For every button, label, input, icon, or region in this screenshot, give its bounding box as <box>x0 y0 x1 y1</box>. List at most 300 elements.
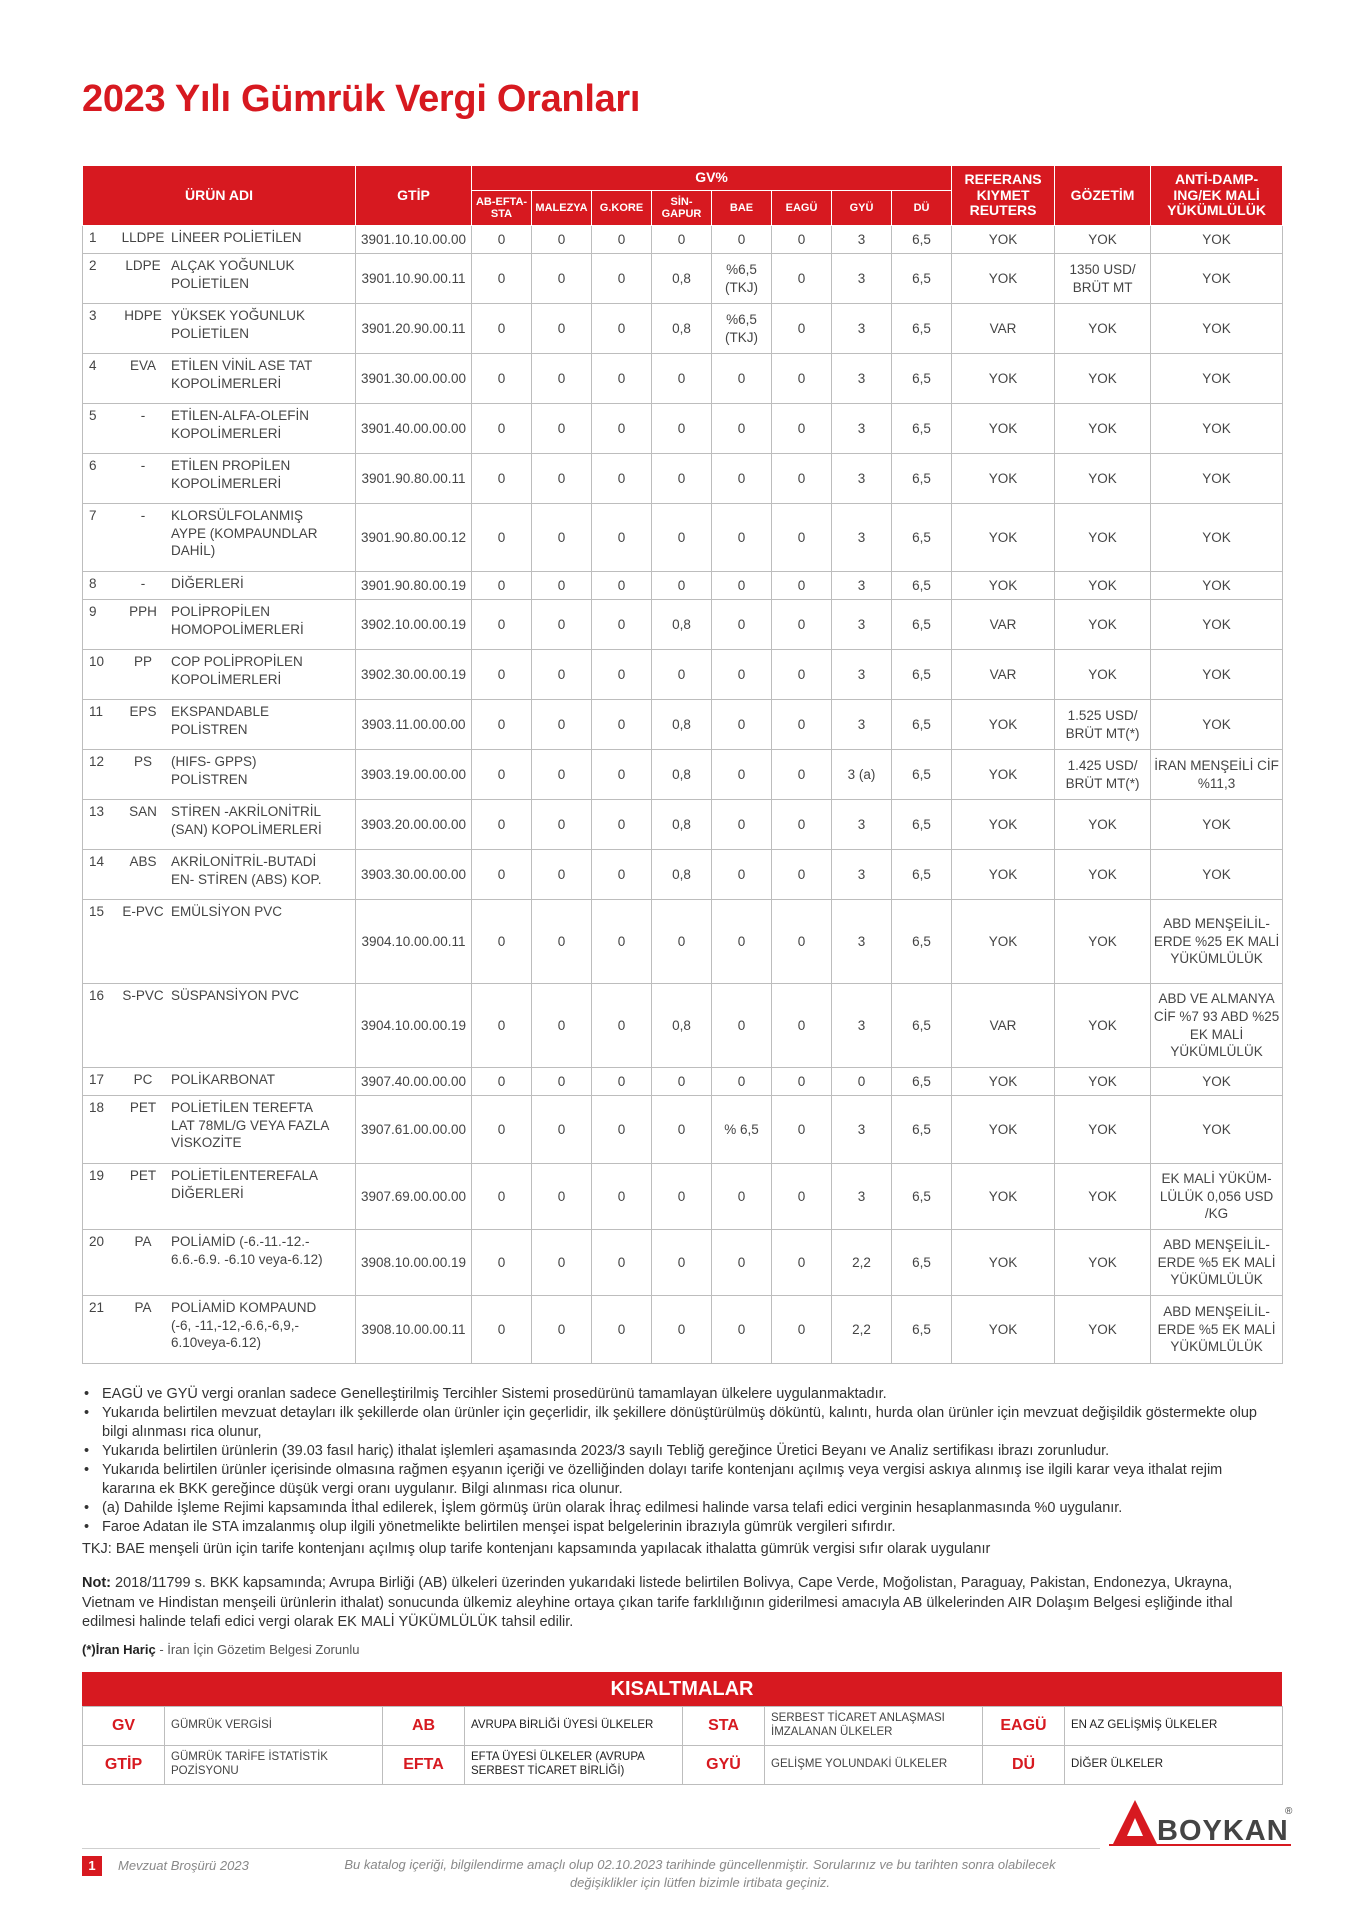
product-code: PC <box>133 1072 153 1087</box>
abbreviation-value: GÜMRÜK TARİFE İSTATİSTİK POZİSYONU <box>165 1746 383 1785</box>
table-row <box>83 700 1283 750</box>
rate-eagu-cell: 0 <box>772 1068 832 1096</box>
anti-damping-cell: YOK <box>1151 304 1283 354</box>
rate-ab-efta-sta-cell: 0 <box>472 226 532 254</box>
note-item: • Yukarıda belirtilen ürünlerin (39.03 fasıl hariç) ithalat işlemleri aşamasında 2023/3 sayılı Tebliğ gereğince Üretici Beyanı ve Analiz sertifikası ibrazı zorunludur. <box>82 1442 1277 1461</box>
product-name: DİĞERLERİ <box>171 576 244 591</box>
rate-eagu-cell: 0 <box>772 404 832 454</box>
rate-bae-cell: 0 <box>712 1230 772 1296</box>
rate-bae-cell: 0 <box>712 700 772 750</box>
anti-damping-cell: ABD MENŞEİLİL-ERDE %5 EK MALİ YÜKÜMLÜLÜK <box>1151 1296 1283 1364</box>
anti-damping-cell: YOK <box>1151 404 1283 454</box>
rate-singapur-cell: 0,8 <box>652 700 712 750</box>
referans-cell: YOK <box>952 700 1055 750</box>
row-number: 13 <box>89 804 105 819</box>
gtip-cell: 3901.10.10.00.00 <box>356 226 472 254</box>
row-number: 2 <box>89 258 97 273</box>
gtip-cell: 3903.19.00.00.00 <box>356 750 472 800</box>
rate-ab-efta-sta-cell: 0 <box>472 900 532 984</box>
anti-damping-cell: YOK <box>1151 650 1283 700</box>
abbreviation-key: GTİP <box>83 1746 165 1785</box>
product-name: AKRİLONİTRİL-BUTADİ EN- STİREN (ABS) KOP. <box>171 854 322 887</box>
rate-bae-cell: 0 <box>712 226 772 254</box>
rate-du-cell: 6,5 <box>892 600 952 650</box>
product-code: E-PVC <box>122 904 164 919</box>
product-name: POLİPROPİLEN HOMOPOLİMERLERİ <box>171 604 304 637</box>
product-name-cell <box>83 504 356 572</box>
rate-singapur-cell: 0 <box>652 404 712 454</box>
rate-gyu-cell: 3 <box>832 404 892 454</box>
rate-malezya-cell: 0 <box>532 504 592 572</box>
rate-du-cell: 6,5 <box>892 304 952 354</box>
rate-singapur-cell: 0 <box>652 504 712 572</box>
rate-du-cell: 6,5 <box>892 750 952 800</box>
referans-cell: YOK <box>952 1164 1055 1230</box>
rate-du-cell: 6,5 <box>892 1296 952 1364</box>
table-row <box>83 454 1283 504</box>
rate-ab-efta-sta-cell: 0 <box>472 254 532 304</box>
anti-damping-cell: YOK <box>1151 700 1283 750</box>
rate-malezya-cell: 0 <box>532 1296 592 1364</box>
rate-eagu-cell: 0 <box>772 354 832 404</box>
gozetim-cell: YOK <box>1055 454 1151 504</box>
col-gozetim: GÖZETİM <box>1055 166 1151 226</box>
product-name-cell <box>83 700 356 750</box>
gtip-cell: 3908.10.00.00.19 <box>356 1230 472 1296</box>
gozetim-cell: 1350 USD/ BRÜT MT <box>1055 254 1151 304</box>
product-name: EMÜLSİYON PVC <box>171 904 283 919</box>
col-singapur: SİN-GAPUR <box>652 191 712 226</box>
anti-damping-cell: YOK <box>1151 1068 1283 1096</box>
rate-singapur-cell: 0 <box>652 1230 712 1296</box>
notes-list <box>82 1385 1277 1537</box>
rate-gkore-cell: 0 <box>592 700 652 750</box>
gozetim-cell: YOK <box>1055 600 1151 650</box>
rate-gkore-cell: 0 <box>592 454 652 504</box>
referans-cell: VAR <box>952 304 1055 354</box>
brosur-label: Mevzuat Broşürü 2023 <box>118 1858 249 1873</box>
abbreviation-value: EFTA ÜYESİ ÜLKELER (AVRUPA SERBEST TİCARET BİRLİĞİ) <box>465 1746 683 1785</box>
rate-eagu-cell: 0 <box>772 750 832 800</box>
row-number: 16 <box>89 988 105 1003</box>
gtip-cell: 3903.11.00.00.00 <box>356 700 472 750</box>
referans-cell: YOK <box>952 800 1055 850</box>
rate-eagu-cell: 0 <box>772 304 832 354</box>
rate-bae-cell: 0 <box>712 1296 772 1364</box>
anti-damping-cell: YOK <box>1151 226 1283 254</box>
product-name: ALÇAK YOĞUNLUK POLİETİLEN <box>171 258 295 291</box>
rate-malezya-cell: 0 <box>532 900 592 984</box>
anti-damping-cell: YOK <box>1151 1096 1283 1164</box>
disclaimer: Bu katalog içeriği, bilgilendirme amaçlı olup 02.10.2023 tarihinde güncellenmiştir. Sorularınız ve bu tarihten sonra olabilecek değişiklikler için lütfen bizimle irtibata geçiniz. <box>344 1857 1056 1890</box>
gozetim-cell: YOK <box>1055 226 1151 254</box>
product-name-cell <box>83 354 356 404</box>
rate-du-cell: 6,5 <box>892 1096 952 1164</box>
rate-du-cell: 6,5 <box>892 254 952 304</box>
table-row <box>83 504 1283 572</box>
note-item: • EAGÜ ve GYÜ vergi oranlan sadece Genelleştirilmiş Tercihler Sistemi prosedürünü tamamlayan ülkelere uygulanmaktadır. <box>82 1385 1277 1404</box>
product-code: PPH <box>129 604 157 619</box>
product-name-cell <box>83 254 356 304</box>
rate-eagu-cell: 0 <box>772 650 832 700</box>
rate-bae-cell: %6,5 (TKJ) <box>712 254 772 304</box>
rate-eagu-cell: 0 <box>772 1096 832 1164</box>
gozetim-cell: YOK <box>1055 1164 1151 1230</box>
referans-cell: YOK <box>952 572 1055 600</box>
anti-damping-cell: İRAN MENŞEİLİ CİF %11,3 <box>1151 750 1283 800</box>
product-code: EVA <box>129 358 156 373</box>
rate-du-cell: 6,5 <box>892 454 952 504</box>
table-row <box>83 254 1283 304</box>
referans-cell: VAR <box>952 600 1055 650</box>
anti-damping-cell: YOK <box>1151 572 1283 600</box>
rate-ab-efta-sta-cell: 0 <box>472 800 532 850</box>
rate-singapur-cell: 0 <box>652 572 712 600</box>
rate-gkore-cell: 0 <box>592 1296 652 1364</box>
row-number: 4 <box>89 358 97 373</box>
product-name-cell <box>83 1068 356 1096</box>
product-code: LLDPE <box>121 230 165 245</box>
rate-gyu-cell: 3 <box>832 1164 892 1230</box>
rate-eagu-cell: 0 <box>772 1296 832 1364</box>
tariff-table <box>82 165 1283 1364</box>
product-name: ETİLEN-ALFA-OLEFİN KOPOLİMERLERİ <box>171 408 310 441</box>
abbreviations-title: KISALTMALAR <box>82 1672 1282 1706</box>
rate-gkore-cell: 0 <box>592 984 652 1068</box>
gozetim-cell: 1.525 USD/ BRÜT MT(*) <box>1055 700 1151 750</box>
product-name-cell <box>83 1164 356 1230</box>
rate-eagu-cell: 0 <box>772 984 832 1068</box>
rate-gyu-cell: 3 <box>832 600 892 650</box>
product-code: - <box>140 458 146 473</box>
rate-gyu-cell: 3 <box>832 454 892 504</box>
rate-gyu-cell: 3 <box>832 354 892 404</box>
rate-eagu-cell: 0 <box>772 900 832 984</box>
product-name: SÜSPANSİYON PVC <box>171 988 300 1003</box>
rate-bae-cell: 0 <box>712 850 772 900</box>
rate-bae-cell: 0 <box>712 404 772 454</box>
product-name-cell <box>83 226 356 254</box>
product-name: EKSPANDABLE POLİSTREN <box>171 704 270 737</box>
rate-eagu-cell: 0 <box>772 600 832 650</box>
gtip-cell: 3908.10.00.00.11 <box>356 1296 472 1364</box>
rate-gkore-cell: 0 <box>592 850 652 900</box>
referans-cell: YOK <box>952 504 1055 572</box>
product-code: ABS <box>129 854 157 869</box>
product-name-cell <box>83 454 356 504</box>
rate-du-cell: 6,5 <box>892 850 952 900</box>
col-gyu: GYÜ <box>832 191 892 226</box>
anti-damping-cell: YOK <box>1151 354 1283 404</box>
rate-bae-cell: 0 <box>712 354 772 404</box>
rate-du-cell: 6,5 <box>892 900 952 984</box>
rate-gyu-cell: 2,2 <box>832 1296 892 1364</box>
product-name-cell <box>83 404 356 454</box>
row-number: 9 <box>89 604 97 619</box>
rate-ab-efta-sta-cell: 0 <box>472 1164 532 1230</box>
product-code: PS <box>133 754 152 769</box>
logo-text: BOYKAN <box>1157 1815 1289 1847</box>
gozetim-cell: YOK <box>1055 800 1151 850</box>
rate-gyu-cell: 3 <box>832 572 892 600</box>
col-bae: BAE <box>712 191 772 226</box>
col-urun-adi: ÜRÜN ADI <box>83 166 356 226</box>
rate-eagu-cell: 0 <box>772 572 832 600</box>
rate-malezya-cell: 0 <box>532 454 592 504</box>
rate-malezya-cell: 0 <box>532 254 592 304</box>
rate-malezya-cell: 0 <box>532 800 592 850</box>
row-number: 1 <box>89 230 97 245</box>
abbreviation-value: GÜMRÜK VERGİSİ <box>165 1707 383 1746</box>
product-name: KLORSÜLFOLANMIŞ AYPE (KOMPAUNDLAR DAHİL) <box>171 508 318 559</box>
rate-bae-cell: 0 <box>712 504 772 572</box>
rate-malezya-cell: 0 <box>532 1096 592 1164</box>
gtip-cell: 3901.30.00.00.00 <box>356 354 472 404</box>
rate-singapur-cell: 0,8 <box>652 600 712 650</box>
gtip-cell: 3904.10.00.00.11 <box>356 900 472 984</box>
abbreviation-key: STA <box>683 1707 765 1746</box>
referans-cell: YOK <box>952 354 1055 404</box>
rate-singapur-cell: 0,8 <box>652 304 712 354</box>
rate-malezya-cell: 0 <box>532 1230 592 1296</box>
table-row <box>83 900 1283 984</box>
rate-malezya-cell: 0 <box>532 304 592 354</box>
abbreviation-key: DÜ <box>983 1746 1065 1785</box>
product-name-cell <box>83 304 356 354</box>
table-row <box>83 226 1283 254</box>
product-code: S-PVC <box>122 988 164 1003</box>
footer-divider <box>82 1848 1100 1849</box>
rate-gyu-cell: 3 <box>832 800 892 850</box>
rate-du-cell: 6,5 <box>892 1068 952 1096</box>
rate-malezya-cell: 0 <box>532 850 592 900</box>
rate-gyu-cell: 3 <box>832 900 892 984</box>
anti-damping-cell: YOK <box>1151 504 1283 572</box>
gozetim-cell: YOK <box>1055 404 1151 454</box>
rate-gkore-cell: 0 <box>592 254 652 304</box>
rate-du-cell: 6,5 <box>892 700 952 750</box>
page-title: 2023 Yılı Gümrük Vergi Oranları <box>82 78 641 120</box>
rate-du-cell: 6,5 <box>892 1230 952 1296</box>
rate-gyu-cell: 3 <box>832 304 892 354</box>
rate-du-cell: 6,5 <box>892 404 952 454</box>
table-row <box>83 1096 1283 1164</box>
rate-du-cell: 6,5 <box>892 1164 952 1230</box>
rate-ab-efta-sta-cell: 0 <box>472 572 532 600</box>
rate-ab-efta-sta-cell: 0 <box>472 984 532 1068</box>
referans-cell: YOK <box>952 750 1055 800</box>
product-name-cell <box>83 600 356 650</box>
referans-cell: YOK <box>952 1068 1055 1096</box>
iran-note <box>82 1642 359 1657</box>
product-code: SAN <box>129 804 157 819</box>
product-name: POLİETİLEN TEREFTA LAT 78ML/G VEYA FAZLA VİSKOZİTE <box>171 1100 329 1151</box>
rate-gkore-cell: 0 <box>592 1230 652 1296</box>
gtip-cell: 3907.69.00.00.00 <box>356 1164 472 1230</box>
rate-gkore-cell: 0 <box>592 900 652 984</box>
rate-gyu-cell: 3 <box>832 226 892 254</box>
referans-cell: YOK <box>952 254 1055 304</box>
rate-bae-cell: 0 <box>712 984 772 1068</box>
rate-bae-cell: 0 <box>712 1164 772 1230</box>
rate-singapur-cell: 0 <box>652 226 712 254</box>
product-name: STİREN -AKRİLONİTRİL (SAN) KOPOLİMERLERİ <box>171 804 322 837</box>
row-number: 19 <box>89 1168 105 1183</box>
product-name-cell <box>83 750 356 800</box>
rate-du-cell: 6,5 <box>892 984 952 1068</box>
anti-damping-cell: ABD MENŞEİLİL-ERDE %5 EK MALİ YÜKÜMLÜLÜK <box>1151 1230 1283 1296</box>
boykan-logo <box>1105 1796 1295 1848</box>
rate-bae-cell: 0 <box>712 600 772 650</box>
rate-ab-efta-sta-cell: 0 <box>472 650 532 700</box>
rate-gyu-cell: 3 <box>832 700 892 750</box>
table-row <box>83 304 1283 354</box>
col-du: DÜ <box>892 191 952 226</box>
table-row <box>83 1230 1283 1296</box>
note-item: • Yukarıda belirtilen mevzuat detayları ilk şekillerde olan ürünler için geçerlidir, ilk şekillere dönüştürülmüş döküntü, kalıntı, hurda olan ürünler için mevzuat değişildik göstermekte olup bilgi alınması rica olunur, <box>82 1404 1277 1442</box>
rate-ab-efta-sta-cell: 0 <box>472 750 532 800</box>
gozetim-cell: YOK <box>1055 984 1151 1068</box>
anti-damping-cell: YOK <box>1151 454 1283 504</box>
anti-damping-cell: ABD VE ALMANYA CİF %7 93 ABD %25 EK MALİ YÜKÜMLÜLÜK <box>1151 984 1283 1068</box>
rate-gkore-cell: 0 <box>592 504 652 572</box>
anti-damping-cell: YOK <box>1151 600 1283 650</box>
rate-du-cell: 6,5 <box>892 800 952 850</box>
gtip-cell: 3901.90.80.00.11 <box>356 454 472 504</box>
rate-bae-cell: 0 <box>712 650 772 700</box>
table-row <box>83 404 1283 454</box>
rate-gkore-cell: 0 <box>592 404 652 454</box>
rate-gyu-cell: 3 <box>832 984 892 1068</box>
product-name: LİNEER POLİETİLEN <box>171 230 302 245</box>
table-row <box>83 850 1283 900</box>
referans-cell: YOK <box>952 226 1055 254</box>
gtip-cell: 3907.61.00.00.00 <box>356 1096 472 1164</box>
product-name-cell <box>83 650 356 700</box>
table-row <box>83 572 1283 600</box>
rate-gyu-cell: 2,2 <box>832 1230 892 1296</box>
product-name-cell <box>83 850 356 900</box>
abbreviation-key: GV <box>83 1707 165 1746</box>
product-name: YÜKSEK YOĞUNLUK POLİETİLEN <box>171 308 306 341</box>
abbreviation-key: EFTA <box>383 1746 465 1785</box>
gozetim-cell: YOK <box>1055 304 1151 354</box>
product-name-cell <box>83 984 356 1068</box>
rate-bae-cell: 0 <box>712 572 772 600</box>
row-number: 6 <box>89 458 97 473</box>
gozetim-cell: YOK <box>1055 504 1151 572</box>
abbreviation-key: GYÜ <box>683 1746 765 1785</box>
gtip-cell: 3901.90.80.00.12 <box>356 504 472 572</box>
col-referans: REFERANS KIYMET REUTERS <box>952 166 1055 226</box>
referans-cell: VAR <box>952 984 1055 1068</box>
rate-gyu-cell: 3 <box>832 254 892 304</box>
rate-malezya-cell: 0 <box>532 226 592 254</box>
rate-du-cell: 6,5 <box>892 226 952 254</box>
rate-du-cell: 6,5 <box>892 354 952 404</box>
referans-cell: YOK <box>952 900 1055 984</box>
product-code: PA <box>134 1234 152 1249</box>
abbreviation-value: GELİŞME YOLUNDAKİ ÜLKELER <box>765 1746 983 1785</box>
abbreviation-value: SERBEST TİCARET ANLAŞMASI İMZALANAN ÜLKELER <box>765 1707 983 1746</box>
rate-gkore-cell: 0 <box>592 304 652 354</box>
anti-damping-cell: YOK <box>1151 254 1283 304</box>
rate-eagu-cell: 0 <box>772 504 832 572</box>
table-row <box>83 1164 1283 1230</box>
rate-ab-efta-sta-cell: 0 <box>472 850 532 900</box>
table-row <box>83 800 1283 850</box>
rate-bae-cell: 0 <box>712 454 772 504</box>
note-item: • (a) Dahilde İşleme Rejimi kapsamında İthal edilerek, İşlem görmüş ürün olarak İhraç edilmesi halinde varsa telafi edici verginin hesaplanmasında %0 uygulanır. <box>82 1499 1277 1518</box>
table-row <box>83 1068 1283 1096</box>
rate-eagu-cell: 0 <box>772 226 832 254</box>
rate-gkore-cell: 0 <box>592 572 652 600</box>
tariff-table-body <box>83 226 1283 1364</box>
gtip-cell: 3901.40.00.00.00 <box>356 404 472 454</box>
rate-singapur-cell: 0,8 <box>652 254 712 304</box>
rate-ab-efta-sta-cell: 0 <box>472 1096 532 1164</box>
gozetim-cell: YOK <box>1055 1068 1151 1096</box>
referans-cell: YOK <box>952 1096 1055 1164</box>
rate-gkore-cell: 0 <box>592 1164 652 1230</box>
product-code: - <box>140 508 146 523</box>
rate-ab-efta-sta-cell: 0 <box>472 600 532 650</box>
gtip-cell: 3904.10.00.00.19 <box>356 984 472 1068</box>
rate-eagu-cell: 0 <box>772 800 832 850</box>
rate-malezya-cell: 0 <box>532 650 592 700</box>
product-name-cell <box>83 1296 356 1364</box>
product-name-cell <box>83 1096 356 1164</box>
abbreviation-key: AB <box>383 1707 465 1746</box>
row-number: 20 <box>89 1234 105 1249</box>
rate-bae-cell: %6,5 (TKJ) <box>712 304 772 354</box>
gozetim-cell: 1.425 USD/ BRÜT MT(*) <box>1055 750 1151 800</box>
rate-ab-efta-sta-cell: 0 <box>472 454 532 504</box>
table-row <box>83 354 1283 404</box>
product-code: PET <box>129 1100 157 1115</box>
rate-ab-efta-sta-cell: 0 <box>472 1068 532 1096</box>
col-gkore: G.KORE <box>592 191 652 226</box>
product-code: - <box>140 576 146 591</box>
table-row <box>83 984 1283 1068</box>
rate-singapur-cell: 0 <box>652 354 712 404</box>
referans-cell: YOK <box>952 850 1055 900</box>
rate-gkore-cell: 0 <box>592 1068 652 1096</box>
row-number: 10 <box>89 654 105 669</box>
rate-singapur-cell: 0,8 <box>652 800 712 850</box>
col-eagu: EAGÜ <box>772 191 832 226</box>
rate-malezya-cell: 0 <box>532 404 592 454</box>
gozetim-cell: YOK <box>1055 1296 1151 1364</box>
gtip-cell: 3902.30.00.00.19 <box>356 650 472 700</box>
note-item: • Faroe Adatan ile STA imzalanmış olup ilgili yönetmelikte belirtilen menşei ispat belgelerinin ibrazıyla gümrük vergileri sıfırdır. <box>82 1518 1277 1537</box>
product-name: POLİETİLENTEREFALA DİĞERLERİ <box>171 1168 318 1201</box>
referans-cell: VAR <box>952 650 1055 700</box>
abbreviation-value: DİĞER ÜLKELER <box>1065 1746 1283 1785</box>
row-number: 18 <box>89 1100 105 1115</box>
product-code: HDPE <box>124 308 162 323</box>
row-number: 8 <box>89 576 97 591</box>
rate-eagu-cell: 0 <box>772 850 832 900</box>
rate-malezya-cell: 0 <box>532 572 592 600</box>
anti-damping-cell: EK MALİ YÜKÜM-LÜLÜK 0,056 USD /KG <box>1151 1164 1283 1230</box>
product-code: LDPE <box>125 258 161 273</box>
row-number: 12 <box>89 754 105 769</box>
note-text: 2018/11799 s. BKK kapsamında; Avrupa Birliği (AB) ülkeleri üzerinden yukarıdaki listede belirtilen Bolivya, Cape Verde, Moğolistan, Paraguay, Pakistan, Endonezya, Ukrayna, Vietnam ve Hindistan menşeili ürünlerin ithalat) sonucunda ülkemiz aleyhine ortaya çıkan tarife farklılığının giderilmesi amacıyla AB ülkelerinden AIR Dolaşım Belgesi eşliğinde ithal edilmesi halinde telafi edici vergi olarak EK MALİ YÜKÜMLÜLÜK tahsil edilir. <box>82 1575 1233 1630</box>
abbreviations-body <box>83 1707 1283 1785</box>
rate-bae-cell: 0 <box>712 900 772 984</box>
rate-bae-cell: 0 <box>712 750 772 800</box>
